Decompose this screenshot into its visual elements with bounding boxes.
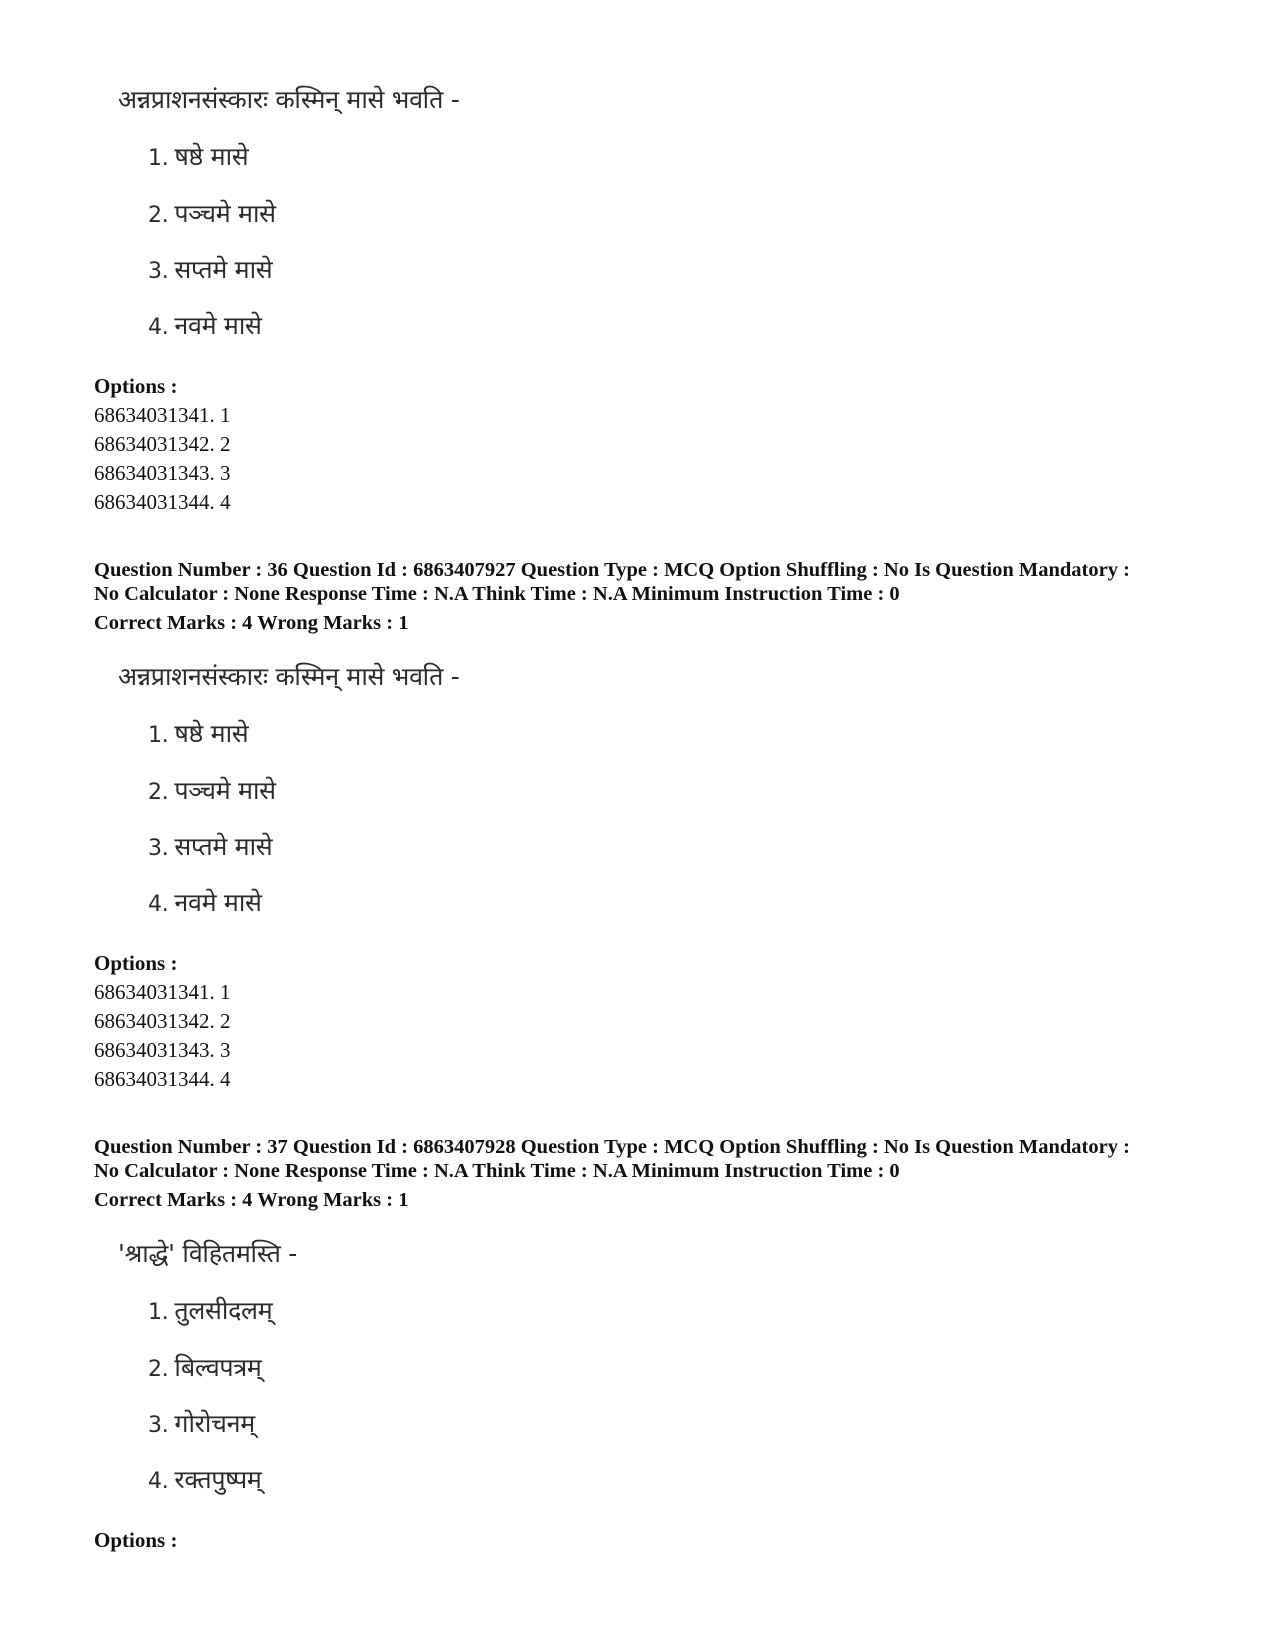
option-id-line: 68634031343. 3 bbox=[94, 1038, 231, 1062]
question-text: अन्नप्राशनसंस्कारः कस्मिन् मासे भवति - bbox=[118, 85, 460, 114]
options-heading: Options : bbox=[94, 374, 178, 398]
choice-item: 1. तुलसीदलम् bbox=[148, 1296, 273, 1325]
question-text: 'श्राद्धे' विहितमस्ति - bbox=[118, 1239, 297, 1268]
choice-item: 4. नवमे मासे bbox=[148, 311, 262, 340]
question-meta-line: Question Number : 37 Question Id : 6863407928 Question Type : MCQ Option Shuffling : No Is Question Mandatory : bbox=[94, 1136, 1130, 1158]
option-id-line: 68634031341. 1 bbox=[94, 403, 231, 427]
option-id-line: 68634031344. 4 bbox=[94, 490, 231, 514]
marks-line: Correct Marks : 4 Wrong Marks : 1 bbox=[94, 1189, 409, 1211]
option-id-line: 68634031344. 4 bbox=[94, 1067, 231, 1091]
option-id-line: 68634031342. 2 bbox=[94, 432, 231, 456]
choice-item: 1. षष्ठे मासे bbox=[148, 142, 249, 171]
options-heading: Options : bbox=[94, 1528, 178, 1552]
option-id-line: 68634031342. 2 bbox=[94, 1009, 231, 1033]
option-id-line: 68634031341. 1 bbox=[94, 980, 231, 1004]
choice-item: 3. गोरोचनम् bbox=[148, 1409, 255, 1438]
marks-line: Correct Marks : 4 Wrong Marks : 1 bbox=[94, 612, 409, 634]
question-meta-line: No Calculator : None Response Time : N.A Think Time : N.A Minimum Instruction Time : 0 bbox=[94, 583, 900, 605]
question-text: अन्नप्राशनसंस्कारः कस्मिन् मासे भवति - bbox=[118, 662, 460, 691]
choice-item: 2. पञ्चमे मासे bbox=[148, 199, 276, 228]
choice-item: 3. सप्तमे मासे bbox=[148, 255, 273, 284]
option-id-line: 68634031343. 3 bbox=[94, 461, 231, 485]
question-meta-line: No Calculator : None Response Time : N.A Think Time : N.A Minimum Instruction Time : 0 bbox=[94, 1160, 900, 1182]
question-meta-line: Question Number : 36 Question Id : 6863407927 Question Type : MCQ Option Shuffling : No Is Question Mandatory : bbox=[94, 559, 1130, 581]
choice-item: 3. सप्तमे मासे bbox=[148, 832, 273, 861]
choice-item: 2. बिल्वपत्रम् bbox=[148, 1353, 262, 1382]
choice-item: 4. नवमे मासे bbox=[148, 888, 262, 917]
options-heading: Options : bbox=[94, 951, 178, 975]
choice-item: 1. षष्ठे मासे bbox=[148, 719, 249, 748]
choice-item: 4. रक्तपुष्पम् bbox=[148, 1465, 262, 1494]
choice-item: 2. पञ्चमे मासे bbox=[148, 776, 276, 805]
